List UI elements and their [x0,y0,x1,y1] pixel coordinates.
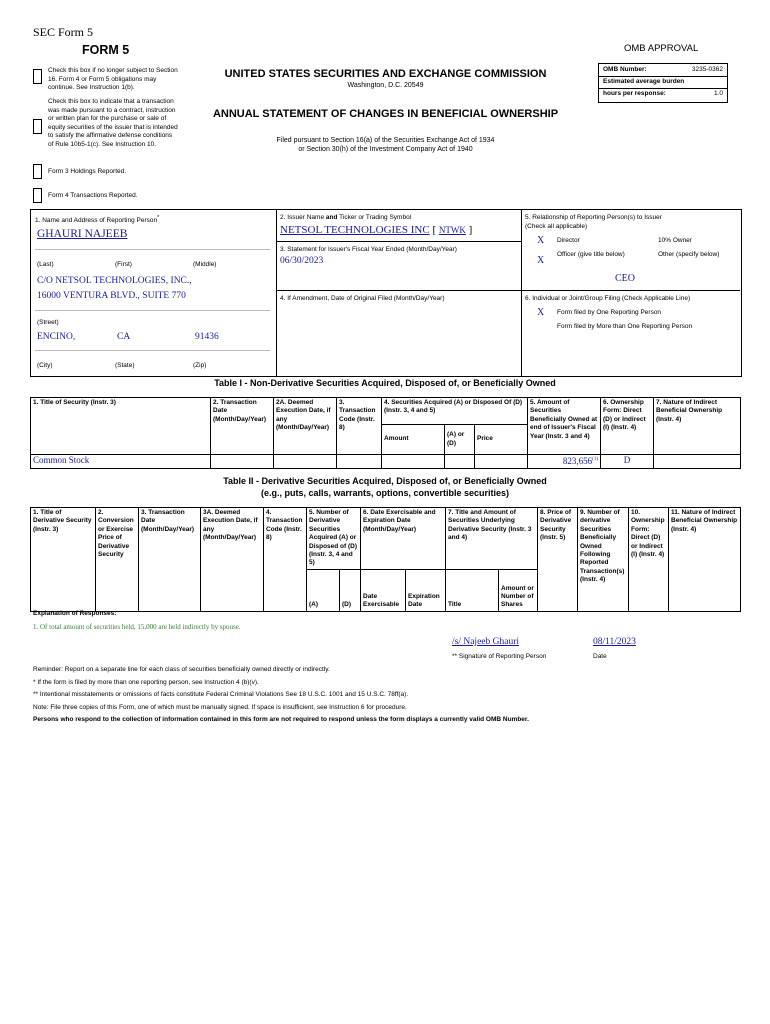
signature-label: ** Signature of Reporting Person [452,653,547,660]
table1-col2a-header: 2A. Deemed Execution Date, if any (Month/Day/Year) [274,398,337,455]
zip-label: (Zip) [193,362,207,369]
table2-d-header: (D) [340,569,361,611]
table1-non-derivative [30,397,741,469]
table2-col5-header: 5. Number of Derivative Securities Acquired (A) or Disposed of (D) (Instr. 3, 4 and 5) [307,508,361,570]
reminder-text: Reminder: Report on a separate line for each class of securities beneficially owned directly or indirectly. [33,666,330,673]
sec-form-label: SEC Form 5 [33,25,94,39]
table1-amount-header: Amount [382,425,445,455]
section6-label: 6. Individual or Joint/Group Filing (Check Applicable Line) [525,295,691,302]
address-line2: 16000 VENTURA BLVD., SUITE 770 [37,291,186,301]
table2-amount-header: Amount or Number of Shares [499,569,538,611]
rule-10b5-1-text: Check this box to indicate that a transaction was made pursuant to a contract, instruction or written plan for the purchase or sale of equity securities of the issuer that is intended to satisfy the affirmative defense conditions of Rule 10b5-1(c). See Instruction 10. [48,98,178,148]
table2-derivative [30,507,741,612]
section4-label: 4. If Amendment, Date of Original Filed (Month/Day/Year) [280,295,445,302]
street-label: (Street) [37,319,59,326]
table2-col4-header: 4. Transaction Code (Instr. 8) [264,508,307,612]
star-note: * If the form is filed by more than one reporting person, see Instruction 4 (b)(v). [33,679,259,686]
table2-title: Table II - Derivative Securities Acquired, Disposed of, or Beneficially Owned [223,476,547,486]
table2-col1-header: 1. Title of Derivative Security (Instr. 3) [31,508,96,612]
form3-holdings-text: Form 3 Holdings Reported. [48,168,127,175]
table1-col5-header: 5. Amount of Securities Beneficially Owned at end of Issuer's Fiscal Year (Instr. 3 and 4) [528,398,601,455]
table1-col4-header: 4. Securities Acquired (A) or Disposed Of (D) (Instr. 3, 4 and 5) [382,398,528,425]
city-value: ENCINO, [37,332,76,342]
table1-col1-header: 1. Title of Security (Instr. 3) [31,398,211,455]
ten-percent-owner-label: 10% Owner [658,237,692,244]
form3-holdings-checkbox[interactable] [33,164,42,179]
director-x[interactable]: X [537,235,545,246]
omb-number-label: OMB Number: [603,66,647,73]
more-reporting-persons-label: Form filed by More than One Reporting Person [557,323,693,330]
zip-value: 91436 [195,332,219,342]
one-reporting-person-label: Form filed by One Reporting Person [557,309,662,316]
officer-title: CEO [615,273,635,284]
table2-title-header: Title [446,569,499,611]
officer-label: Officer (give title below) [557,251,625,258]
statement-title: ANNUAL STATEMENT OF CHANGES IN BENEFICIAL OWNERSHIP [212,108,559,120]
city-label: (City) [37,362,53,369]
table2-col7-header: 7. Title and Amount of Securities Underlying Derivative Security (Instr. 3 and 4) [446,508,538,570]
last-label: (Last) [37,261,54,268]
first-label: (First) [115,261,132,268]
hours-label: hours per response: [603,90,666,97]
table2-subtitle: (e.g., puts, calls, warrants, options, convertible securities) [260,488,510,498]
table1-ownership-form: D [601,455,654,469]
director-label: Director [557,237,580,244]
ticker-symbol[interactable]: NTWK [438,225,466,235]
table2-col6-header: 6. Date Exercisable and Expiration Date (Month/Day/Year) [361,508,446,570]
middle-label: (Middle) [193,261,217,268]
table1-col6-header: 6. Ownership Form: Direct (D) or Indirect (I) (Instr. 4) [601,398,654,455]
table2-date-exercisable-header: Date Exercisable [361,569,406,611]
table2-col10-header: 10. Ownership Form: Direct (D) or Indirect (I) (Instr. 4) [629,508,669,612]
table1-amount-owned: 823,656$^{(1)}$ [528,455,601,469]
commission-location: Washington, D.C. 20549 [347,82,424,89]
omb-approval-label: OMB APPROVAL [624,43,699,54]
table1-aord-header: (A) or (D) [445,425,475,455]
commission-title: UNITED STATES SECURITIES AND EXCHANGE COMMISSION [224,68,547,80]
section2-label: 2. Issuer Name and Ticker or Trading Symbol [280,214,412,221]
file-copies-note: Note: File three copies of this Form, one of which must be manually signed. If space is insufficient, see Instruction 6 for procedure. [33,704,407,711]
signature-date: 08/11/2023 [593,637,636,647]
issuer-name[interactable]: NETSOL TECHNOLOGIES INC [280,224,430,236]
table2-a-header: (A) [307,569,340,611]
table2-col3a-header: 3A. Deemed Execution Date, if any (Month/Day/Year) [201,508,264,612]
burden-label: Estimated average burden [603,78,685,85]
form-title: FORM 5 [82,43,130,57]
table1-col2-header: 2. Transaction Date (Month/Day/Year) [211,398,274,455]
table1-col3-header: 3. Transaction Code (Instr. 8) [337,398,382,455]
double-star-note: ** Intentional misstatements or omissions of facts constitute Federal Criminal Violations See 18 U.S.C. 1001 and 15 U.S.C. 78ff(a). [33,691,409,698]
address-line1: C/O NETSOL TECHNOLOGIES, INC., [37,276,192,286]
state-value: CA [117,332,131,342]
date-label: Date [593,653,607,660]
issuer-name-ticker: NETSOL TECHNOLOGIES INC [ NTWK ] [280,224,473,236]
officer-x[interactable]: X [537,255,545,266]
table1-price-header: Price [475,425,528,455]
table-row [31,455,741,469]
hours-value: 1.0 [713,90,723,97]
state-label: (State) [115,362,135,369]
table1-col7-header: 7. Nature of Indirect Beneficial Ownership (Instr. 4) [654,398,741,455]
table2-col2-header: 2. Conversion or Exercise Price of Derivative Security [96,508,139,612]
filed-pursuant-line2: or Section 30(h) of the Investment Company Act of 1940 [298,146,473,153]
no-longer-subject-text: Check this box if no longer subject to Section 16. Form 4 or Form 5 obligations may continue. See Instruction 1(b). [48,67,178,92]
no-longer-subject-checkbox[interactable] [33,69,42,84]
omb-number: 3235-0362 [691,66,723,73]
filed-pursuant-line1: Filed pursuant to Section 16(a) of the Securities Exchange Act of 1934 [276,137,495,144]
section3-label: 3. Statement for Issuer's Fiscal Year Ended (Month/Day/Year) [280,246,457,253]
table2-expiration-header: Expiration Date [406,569,446,611]
section5-sub: (Check all applicable) [525,223,588,230]
form4-transactions-checkbox[interactable] [33,188,42,203]
other-label: Other (specify below) [658,251,720,258]
section1-label: 1. Name and Address of Reporting Person* [35,215,160,225]
table2-col3-header: 3. Transaction Date (Month/Day/Year) [139,508,201,612]
rule-10b5-1-checkbox[interactable] [33,119,42,134]
form4-transactions-text: Form 4 Transactions Reported. [48,192,138,199]
fiscal-year-end-date: 06/30/2023 [280,256,324,266]
table2-col9-header: 9. Number of derivative Securities Beneficially Owned Following Reported Transaction(s) (Instr. 4) [578,508,629,612]
one-person-x[interactable]: X [537,307,545,318]
table2-col11-header: 11. Nature of Indirect Beneficial Ownership (Instr. 4) [669,508,741,612]
signature-value: /s/ Najeeb Ghauri [452,637,520,647]
explanation-note1: 1. Of total amount of securities held, 15,000 are held indirectly by spouse. [33,623,241,631]
table1-security-title: Common Stock [31,455,211,469]
omb-persons-note: Persons who respond to the collection of information contained in this form are not required to respond unless the form displays a currently valid OMB Number. [33,716,529,723]
section5-label: 5. Relationship of Reporting Person(s) to Issuer [525,214,662,221]
table2-col8-header: 8. Price of Derivative Security (Instr. 5) [538,508,578,612]
reporting-person-name[interactable]: GHAURI NAJEEB [37,228,128,240]
table1-title: Table I - Non-Derivative Securities Acquired, Disposed of, or Beneficially Owned [214,378,556,388]
explanation-heading: Explanation of Responses: [33,610,117,617]
